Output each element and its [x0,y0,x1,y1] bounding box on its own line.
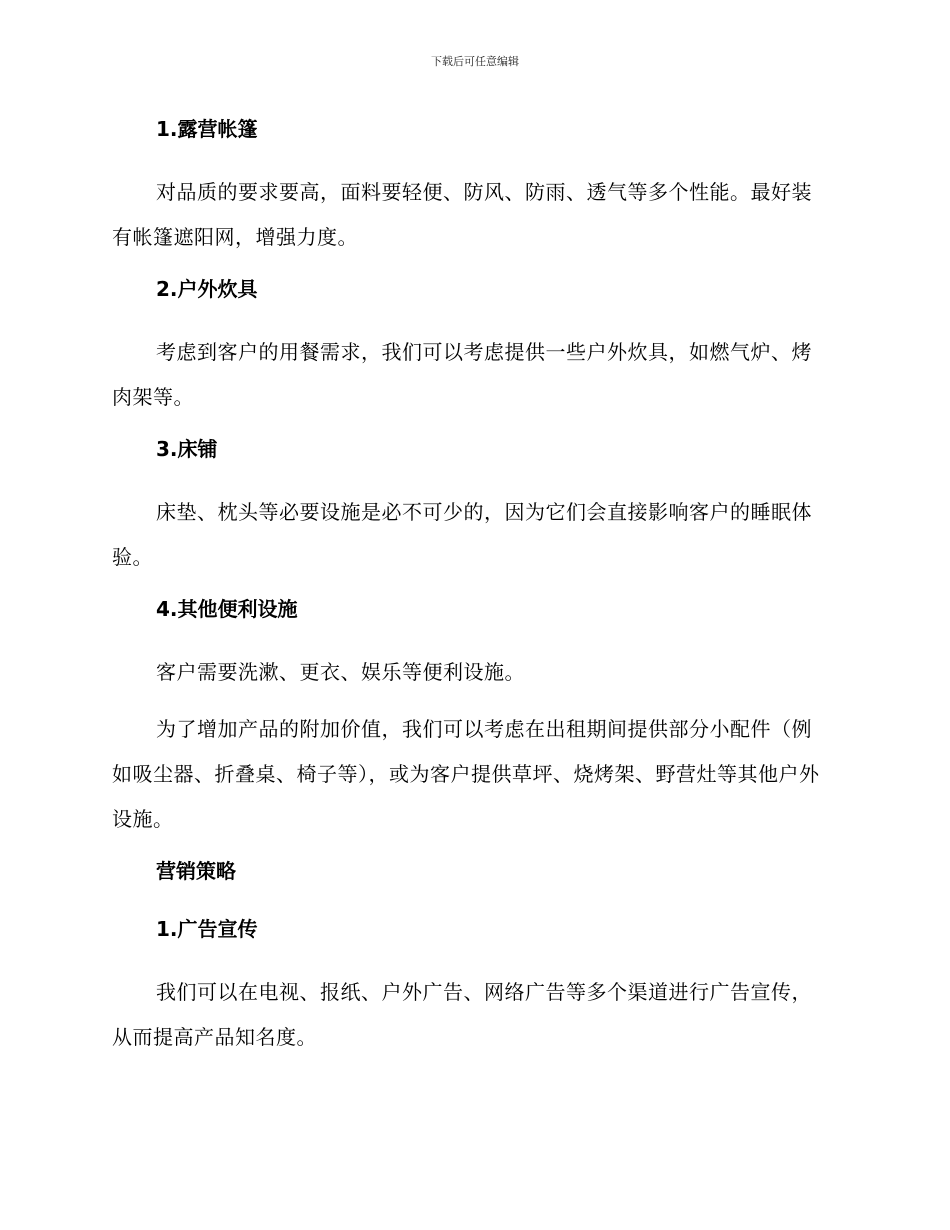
marketing-heading-advertising: 1.广告宣传 [156,917,258,941]
section-heading-tent: 1.露营帐篷 [156,117,258,141]
section-paragraph-value-add: 为了增加产品的附加价值，我们可以考虑在出租期间提供部分小配件（例如吸尘器、折叠桌、椅子等），或为客户提供草坪、烧烤架、野营灶等其他户外设施。 [112,717,820,831]
document-body [112,112,832,1060]
page-header-note: 下载后可任意编辑 [431,55,519,68]
section-paragraph-bedding: 床垫、枕头等必要设施是必不可少的，因为它们会直接影响客户的睡眠体验。 [112,500,812,569]
section-paragraph-tent: 对品质的要求要高，面料要轻便、防风、防雨、透气等多个性能。最好装有帐篷遮阳网，增强力度。 [112,180,812,249]
section-paragraph-facilities: 客户需要洗漱、更衣、娱乐等便利设施。 [156,660,525,684]
section-paragraph-cookware: 考虑到客户的用餐需求，我们可以考虑提供一些户外炊具，如燃气炉、烤肉架等。 [112,340,812,409]
section-heading-facilities: 4.其他便利设施 [156,597,298,621]
marketing-paragraph-advertising: 我们可以在电视、报纸、户外广告、网络广告等多个渠道进行广告宣传，从而提高产品知名度。 [112,980,812,1049]
marketing-title: 营销策略 [156,859,236,883]
section-heading-bedding: 3.床铺 [156,437,218,461]
section-heading-cookware: 2.户外炊具 [156,277,258,301]
